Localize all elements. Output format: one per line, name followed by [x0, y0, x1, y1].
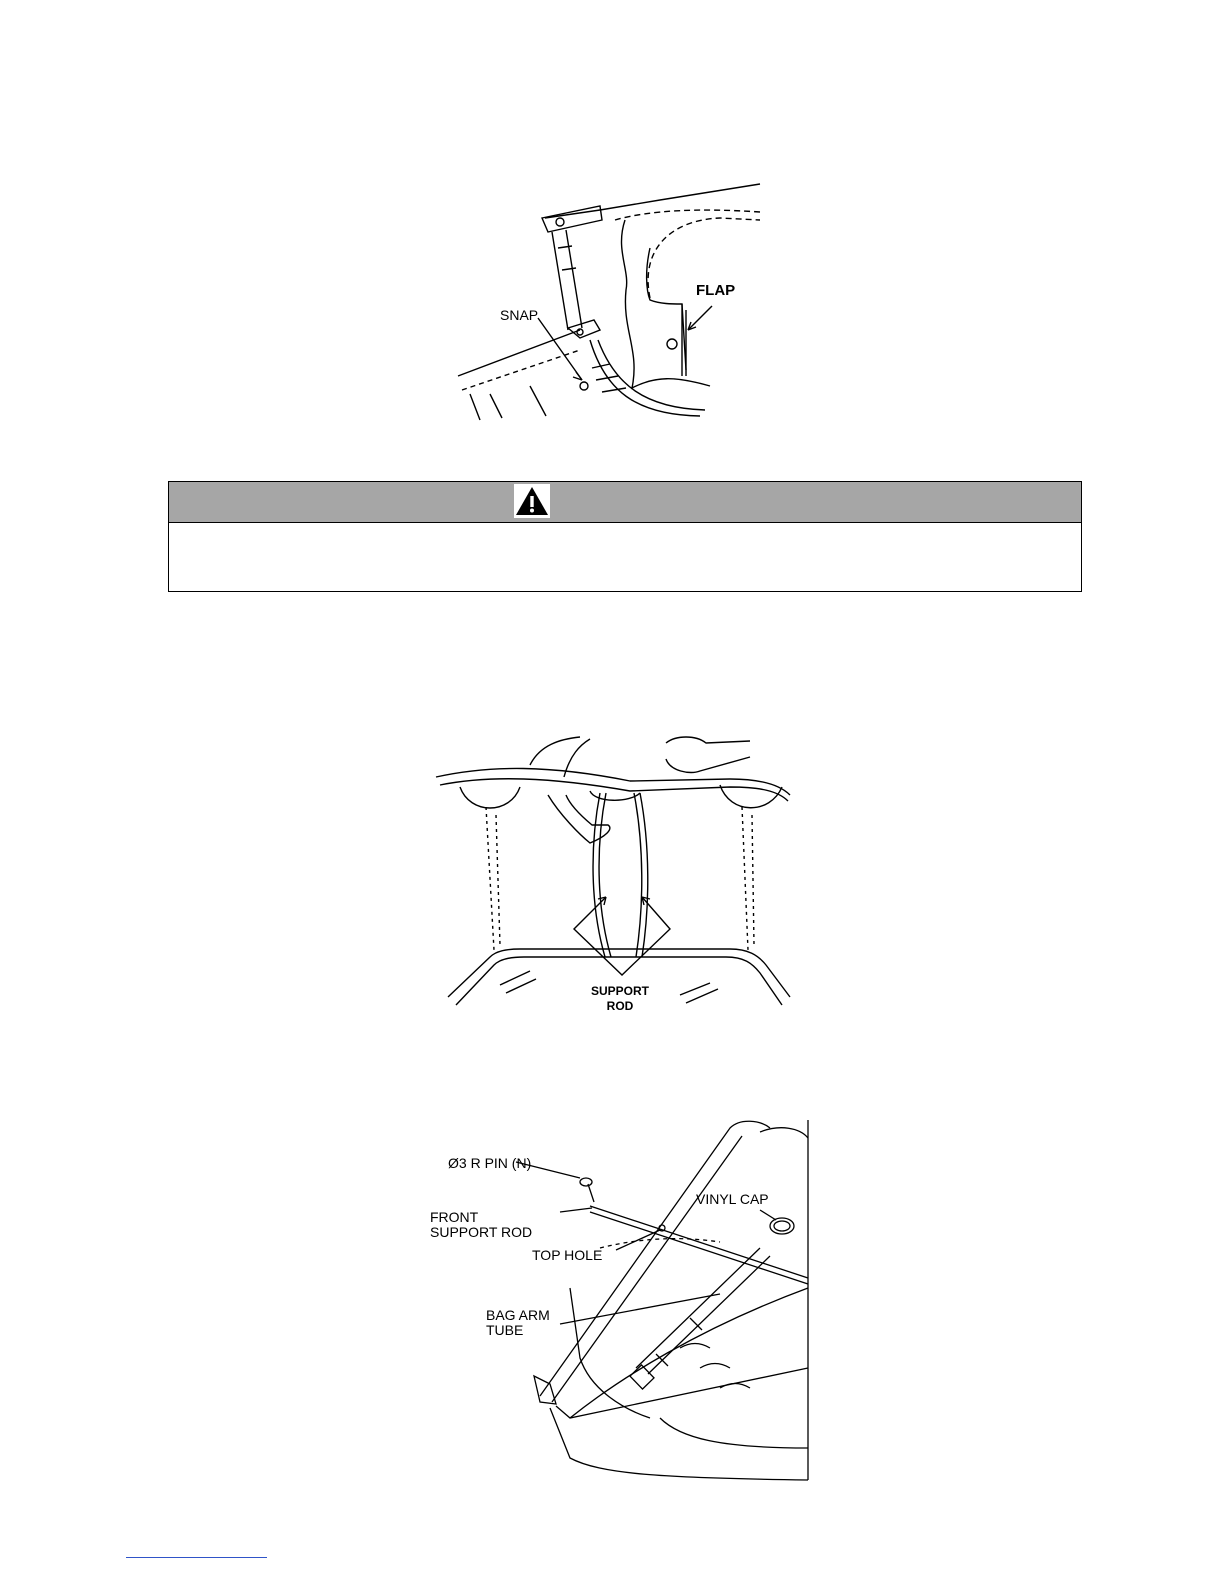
- vinyl-cap-label: VINYL CAP: [696, 1191, 769, 1207]
- warning-body: [169, 523, 1081, 593]
- figure-bag-arm-tube: [420, 1118, 815, 1483]
- support-rod-label-line1: SUPPORT: [590, 984, 650, 998]
- front-support-rod-label-line1: FRONT: [430, 1209, 479, 1225]
- footer-rule: [126, 1557, 267, 1558]
- top-hole-label: TOP HOLE: [532, 1247, 603, 1263]
- flap-label: FLAP: [696, 282, 736, 299]
- bag-arm-tube-label-line1: BAG ARM: [486, 1307, 550, 1323]
- figure-support-rod: [430, 735, 800, 1020]
- front-support-rod-label-line2: SUPPORT ROD: [430, 1224, 533, 1240]
- warning-header: [169, 482, 1081, 523]
- snap-label: SNAP: [500, 307, 539, 323]
- figure-bag-flap-snap: [450, 180, 770, 430]
- r-pin-label: Ø3 R PIN (N): [448, 1155, 532, 1171]
- warning-box: [168, 481, 1082, 592]
- support-rod-label-line2: ROD: [606, 999, 634, 1013]
- warning-triangle-icon: [514, 484, 550, 518]
- bag-arm-tube-label-line2: TUBE: [486, 1322, 524, 1338]
